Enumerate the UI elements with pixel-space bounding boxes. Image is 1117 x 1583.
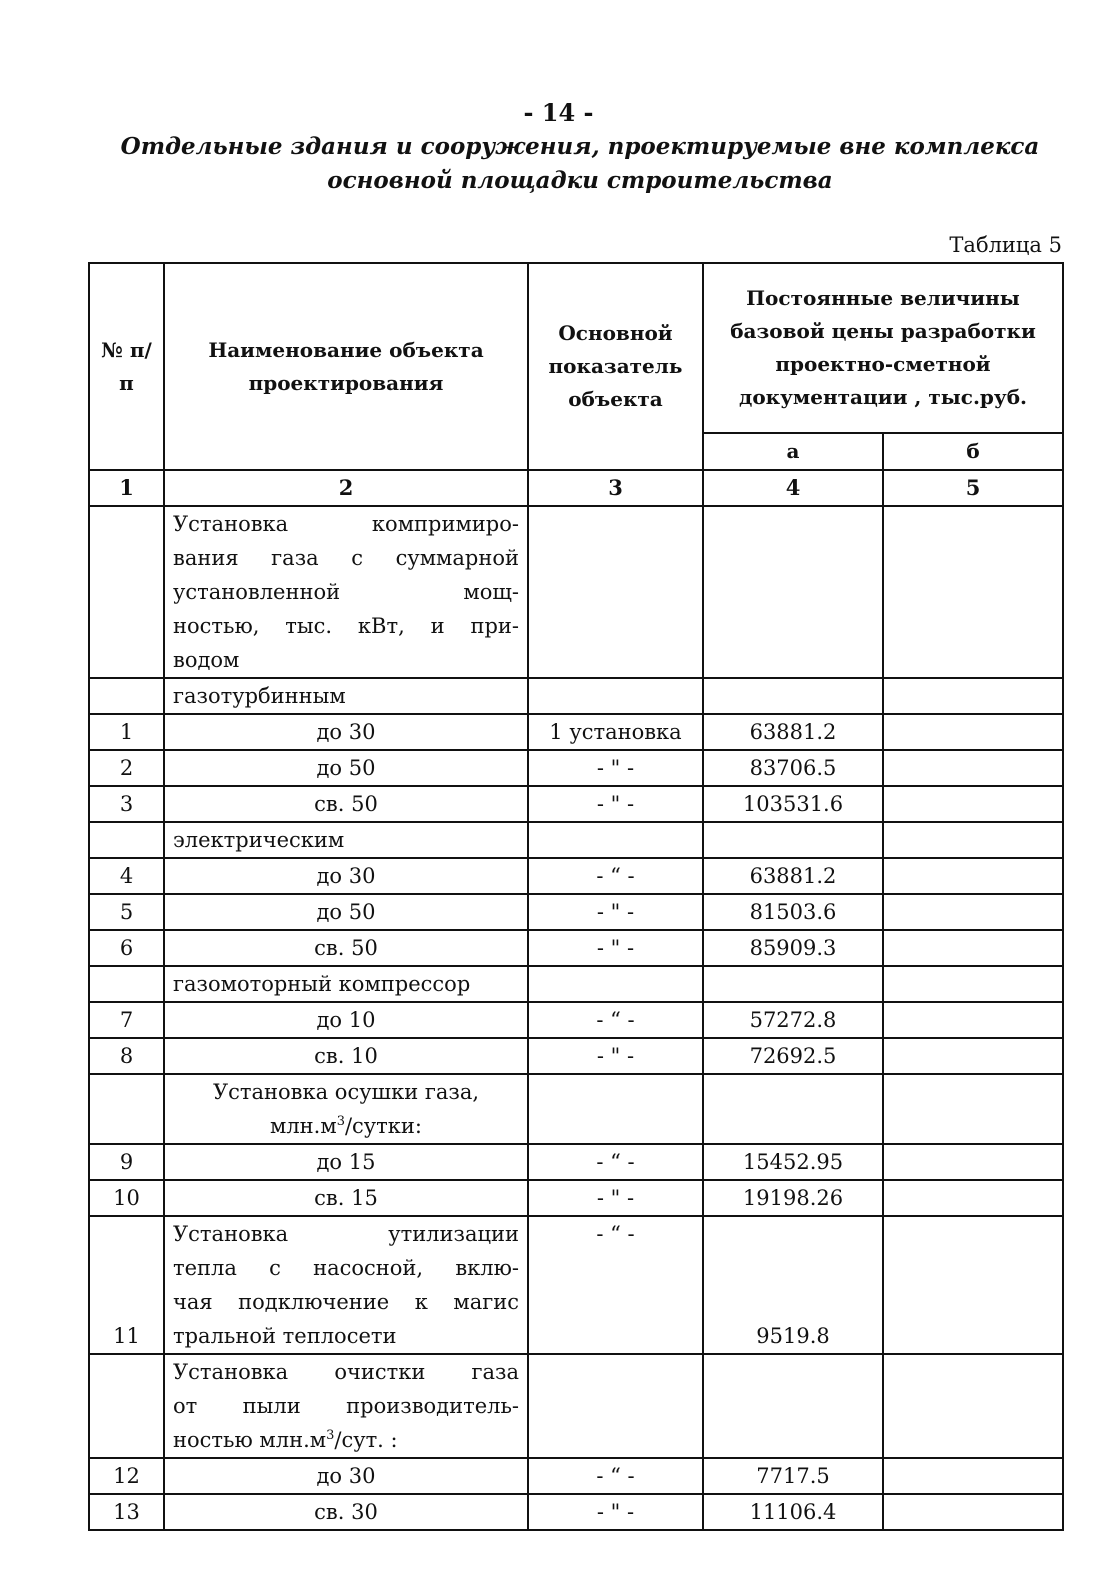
col-number-5: 5 — [883, 470, 1063, 506]
header-indicator: Основной показатель объекта — [528, 263, 703, 470]
title-line-2: основной площадки строительства — [327, 167, 833, 194]
col-number-4: 4 — [703, 470, 883, 506]
subsection-gas-turbine: газотурбинным — [164, 678, 528, 714]
col-number-3: 3 — [528, 470, 703, 506]
header-price-values: Постоянные величины базовой цены разработки проектно-сметной документации , тыс.руб. — [703, 263, 1063, 433]
col-number-2: 2 — [164, 470, 528, 506]
section-heading-drying: Установка осушки газа, $млн.м^3$/сутки: — [164, 1074, 528, 1144]
table-row: 10 св. 15 - " - 19198.26 — [89, 1180, 1063, 1216]
section-row — [89, 1074, 1063, 1144]
subsection-electric: электрическим — [164, 822, 528, 858]
header-row — [89, 263, 1063, 433]
header-sub-a: а — [703, 433, 883, 470]
table-row: 11 Установка утилизации тепла с насосной, вклю- чая подключение к магис тральной теплосети - “ - 9519.8 — [89, 1216, 1063, 1354]
table-label: Таблица 5 — [949, 233, 1062, 257]
price-table — [88, 262, 1064, 1531]
header-sub-b: б — [883, 433, 1063, 470]
table-row: 2 до 50 - " - 83706.5 — [89, 750, 1063, 786]
table-row: 3 св. 50 - " - 103531.6 — [89, 786, 1063, 822]
subsection-row — [89, 966, 1063, 1002]
section-heading-gas-cleaning: Установка очистки газа от пыли производитель- ностью $млн.м^3$/сут. : — [164, 1354, 528, 1458]
col-number-1: 1 — [89, 470, 164, 506]
table-row: 6 св. 50 - " - 85909.3 — [89, 930, 1063, 966]
table-row: 1 до 30 1 установка 63881.2 — [89, 714, 1063, 750]
page-number: - 14 - — [523, 98, 594, 127]
table-row: 5 до 50 - " - 81503.6 — [89, 894, 1063, 930]
table-row: 9 до 15 - “ - 15452.95 — [89, 1144, 1063, 1180]
header-number: № п/п — [89, 263, 164, 470]
table-row: 12 до 30 - “ - 7717.5 — [89, 1458, 1063, 1494]
subsection-gas-motor: газомоторный компрессор — [164, 966, 528, 1002]
table-row: 7 до 10 - “ - 57272.8 — [89, 1002, 1063, 1038]
header-object-name: Наименование объекта проектирования — [164, 263, 528, 470]
table-row: 13 св. 30 - " - 11106.4 — [89, 1494, 1063, 1530]
title-line-1: Отдельные здания и сооружения, проектируемые вне комплекса — [120, 133, 1040, 160]
section-row — [89, 506, 1063, 678]
section-heading-heat-recovery: Установка утилизации тепла с насосной, вклю- чая подключение к магис тральной теплосети — [164, 1216, 528, 1354]
table-row: 4 до 30 - “ - 63881.2 — [89, 858, 1063, 894]
document-title — [60, 130, 1100, 198]
subsection-row — [89, 678, 1063, 714]
section-row — [89, 1354, 1063, 1458]
table-row: 8 св. 10 - " - 72692.5 — [89, 1038, 1063, 1074]
section-heading-compression: Установка компримиро- вания газа с суммарной установленной мощ- ностью, тыс. кВт, и при- водом — [164, 506, 528, 678]
column-numbers-row — [89, 470, 1063, 506]
subsection-row — [89, 822, 1063, 858]
